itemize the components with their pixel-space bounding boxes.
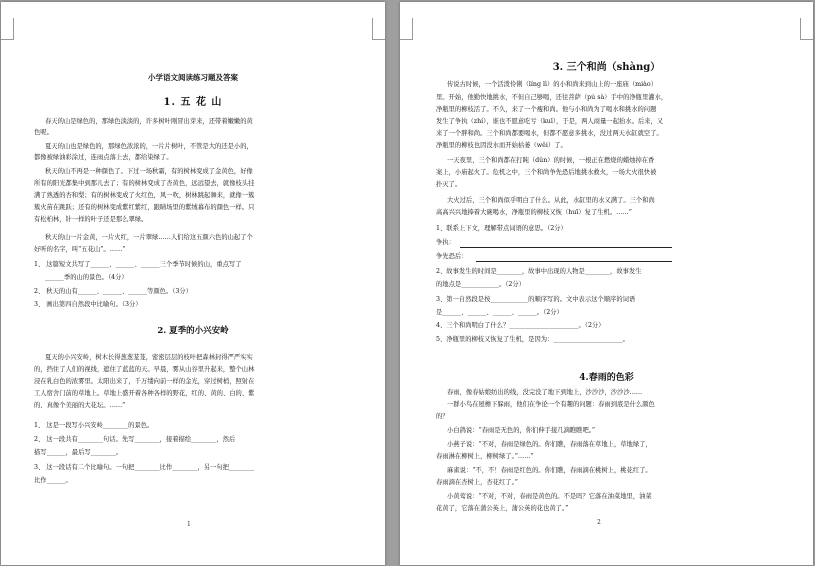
paragraph-line: 工人宿舍门前的草地上。草地上盛开着各种各样的野花，红的、黄的、白的、紫: [34, 390, 255, 397]
paragraph-line: 里。开始，他勤快地挑水，不但自己够喝，还往菩萨（pú sà）手中的净瓶里灌水，: [436, 94, 668, 101]
margin-mark: [1, 39, 14, 40]
question-5: 5、净瓶里的柳枝又恢复了生机，是因为：______________________。: [436, 336, 629, 343]
margin-mark: [800, 39, 813, 40]
paragraph-line: 发生了争执（zhí），谁也不愿意吃亏（kuī），于是，两人商量一起抬水。后来，又: [436, 118, 664, 125]
paragraph-line: 小燕子说：“不对，春雨是绿色的。你们瞧，春雨落在草地上，草地绿了，: [447, 441, 652, 448]
paragraph-line: 的？: [436, 413, 449, 420]
paragraph-line: 夏天的山也是绿色的，那绿色浓浓的，一片片树叶，不管是大的还是小的，: [45, 143, 253, 150]
answer-line: [476, 261, 672, 262]
paragraph-line: 春雨滴在杏树上，杏花红了。”: [436, 479, 518, 486]
paragraph-line: 簇火苗在跳跃；还有的树林变成紫红紫红，跟睛场里的紫绒幕布的颜色一样。只: [34, 204, 255, 211]
margin-mark: [412, 18, 413, 40]
paragraph-line: 秋天的山不再是一种颜色了。下过一场秋霜，有的树林变成了金黄色，好像: [45, 168, 253, 175]
paragraph-line: 来了一个胖和尚。三个和尚都要喝水，但都不愿意多挑水，没过两天水缸就空了。: [436, 130, 663, 137]
paragraph-line: 花黄了，它落在蒲公英上，蒲公英的花也黄了。”: [436, 505, 569, 512]
paragraph-line: 净瓶里的柳枝活了。不久，来了一个瘦和尚。他与小和尚为了喝水和挑水的问题: [436, 106, 657, 113]
question-2-cont: 描写______，最后写________。: [34, 449, 123, 456]
section-title-1: 1. 五 花 山: [163, 97, 223, 108]
paragraph-line: 麻雀说：“不，不！春雨是红色的。你们瞧，春雨滴在桃树上，桃花红了。: [447, 467, 652, 474]
paragraph-line: 都像被绿油彩涂过，连雨点落上去，都给染绿了。: [34, 154, 173, 161]
paragraph-line: 的、真像个美丽的大花坛。……”: [34, 402, 126, 409]
document-title: 小学语文阅读练习题及答案: [148, 73, 238, 82]
paragraph-line: 春雨，像春姑娘纺出的线，没完没了地下到地上，沙沙沙，沙沙沙……: [447, 389, 643, 396]
section-title-3: 3. 三个和尚（shàng）: [552, 62, 661, 73]
page-number: 1: [187, 521, 191, 528]
section-title-2: 2. 夏季的小兴安岭: [157, 326, 229, 336]
answer-label: 争执：: [436, 239, 455, 246]
question-1: 1、 这篇短文共写了______、______、______三个季节时候的山，重点写了: [34, 261, 242, 268]
answer-line: [460, 247, 672, 248]
paragraph-line: 大火过后，三个和尚似乎明白了什么。从此，水缸里的水又满了。三个和尚: [447, 197, 655, 204]
question-1-cont: ______季的山的景色。（4分）: [45, 274, 128, 281]
question-2: 2、故事发生的时间是________，故事中出现的人物是________，故事发生: [436, 268, 642, 275]
paragraph-line: 所有的阳光都集中到那儿去了；有的树林变成了杏黄色，远远望去，就像枝头挂: [34, 180, 255, 187]
question-3: 3、第一自然段是按____________的顺序写的。文中表示这个顺序的词语: [436, 296, 636, 303]
paragraph-line: 春天的山是绿色的，那绿色淡淡的，许多树叶刚冒出芽来，还带着嫩嫩的黄: [45, 118, 253, 125]
margin-mark: [400, 39, 413, 40]
paragraph-line: 色呢。: [34, 129, 53, 136]
paragraph-line: 高高兴兴地捧着大碗喝水，净瓶里的柳枝又恢（huī）复了生机。……”: [436, 209, 632, 216]
paragraph-line: 浸在乳白色的浓雾里。太阳出来了，千万缕向前一样的金光，穿过树梢，照射在: [34, 378, 255, 385]
margin-mark: [372, 39, 385, 40]
document-page-2: [400, 2, 813, 565]
page-number: 2: [597, 519, 601, 526]
paragraph-line: 好听的名字，叫“五花山”。……”: [34, 246, 126, 253]
paragraph-line: 一群小鸟在屋檐下躲雨，他们在争论一个有趣的问题：春雨到底是什么颜色: [447, 401, 655, 408]
question-4: 4、三个和尚明白了什么？______________________。（2分）: [436, 322, 605, 329]
question-3-cont: 是______、______、______、______。（2分）: [436, 309, 563, 316]
paragraph-line: 秋天的山一片金黄，一片火红，一片翠绿……人们给这五颜六色的山起了个: [45, 234, 253, 241]
margin-mark: [800, 18, 801, 40]
question-3: 3、 画出第四自然段中比喻句。（3分）: [34, 301, 142, 308]
paragraph-line: 净瓶里的柳枝也因没水而开始枯萎（wěi）了。: [436, 142, 567, 149]
paragraph-line: 满了熟透的杏和梨；有的树林变成了火红色，风一吹，树林跳起舞来，就像一簇: [34, 192, 255, 199]
question-2: 2、 这一段共有________句话。先写________，接着描绘________，然后: [34, 436, 236, 443]
paragraph-line: 夏天的小兴安岭，树木长得葱葱茏茏，密密层层的枝叶把森林封得严严实实: [45, 354, 253, 361]
paragraph-line: 的，挡住了人们的视线，遮住了蓝蓝的天。早晨，雾从山谷里升起来，整个山林: [34, 366, 255, 373]
question-3: 3、 这一段话有二个比喻句。一句把________比作________，另一句把________: [34, 464, 255, 471]
section-title-4: 4.春雨的色彩: [579, 373, 634, 383]
paragraph-line: 扑灭了。: [436, 181, 462, 188]
document-page-1: [1, 2, 385, 565]
question-1: 1、联系上下文，理解带点词语的意思。（2分）: [436, 225, 567, 232]
question-2-cont: 的地点是____________。（2分）: [436, 281, 526, 288]
paragraph-line: 小黄莺说：“不对，不对，春雨是黄色的。不是吗？它落在油菜地里，油菜: [447, 493, 652, 500]
answer-label: 争先恐后：: [436, 253, 468, 260]
question-2: 2、 秋天的山有______、______、______等颜色。（3分）: [34, 288, 192, 295]
paragraph-line: 传说古时候，一个活泼伶俐（líng lì）的小和尚来到山上的一座庙（miào）: [447, 81, 657, 88]
paragraph-line: 一天夜里，三个和尚都在打盹（dǔn）的时候，一根正在燃烧的蜡烛掉在香: [447, 157, 655, 164]
paragraph-line: 春雨淋在柳树上，柳树绿了。”……”: [436, 453, 534, 460]
paragraph-line: 案上，小庙起火了。危机之中，三个和尚争先恐后地挑水救火，一场大火很快被: [436, 169, 657, 176]
margin-mark: [13, 18, 14, 40]
paragraph-line: 有松柏林，针一样的叶子还是那么翠绿。: [34, 216, 148, 223]
question-3-cont: 比作______。: [34, 477, 72, 484]
question-1: 1、 这是一段写小兴安岭________的景色。: [34, 422, 154, 429]
margin-mark: [372, 18, 373, 40]
paragraph-line: 小白鸽说：“春雨是无色的，你们伸手接几滴瞧瞧吧。”: [447, 427, 596, 434]
